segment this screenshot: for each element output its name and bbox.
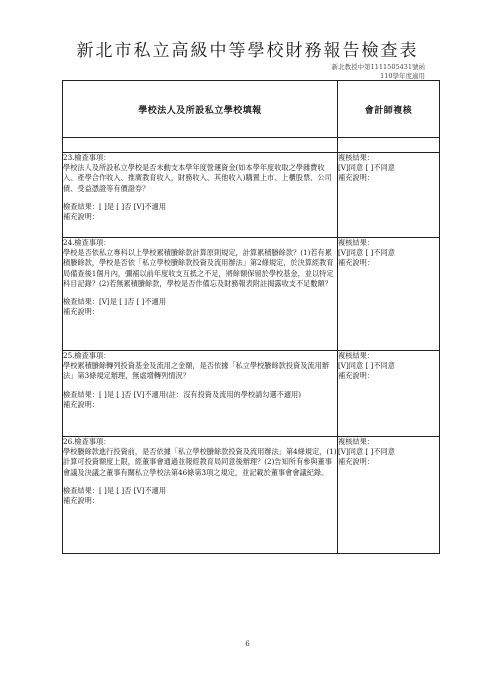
table-row [63,238,440,351]
table-row [63,153,440,238]
checklist-table [62,80,440,554]
audit-cell-24 [338,238,440,351]
item-result: 檢查結果：[ ]是 [ ]否 [V]不適用(註：沒有投資及流用的學校請勾選不適用) [63,389,302,399]
audit-note: 補充說明： [338,258,374,268]
audit-result-label: 複核結果： [338,437,374,446]
item-note: 補充說明： [63,307,99,317]
item-result: 檢查結果：[V]是 [ ]否 [ ]不適用 [63,297,167,307]
item-note: 補充說明： [63,399,99,409]
audit-cell-23 [338,153,440,238]
audit-note: 補充說明： [338,457,374,467]
year-note: 110學年度適用 [380,72,425,80]
audit-note: 補充說明： [338,173,374,183]
check-item-25 [63,351,338,437]
page-number: 6 [245,640,250,648]
item-note: 補充說明： [63,212,99,222]
item-question: 學校累積賸餘轉列投資基金及流用之金額，是否依據「私立學校賸餘款投資及流用辦法」第3條規定辦理，無虛增轉列情況？ [63,361,329,381]
page-title: 新北市私立高級中等學校財務報告檢查表 [76,41,419,61]
audit-choice: [V]同意 [ ]不同意 [338,361,395,371]
audit-choice: [V]同意 [ ]不同意 [338,163,395,173]
table-row [63,351,440,437]
item-heading: 26.檢查事項： [63,437,111,446]
item-result: 檢查結果：[ ]是 [ ]否 [V]不適用 [63,485,167,495]
spacer-row [63,138,440,153]
item-heading: 25.檢查事項： [63,351,111,360]
form-code: 新北教授中第1111505431號函 [331,63,425,71]
table-header-row [63,81,440,138]
audit-choice: [V]同意 [ ]不同意 [338,447,395,457]
item-heading: 24.檢查事項： [63,238,111,247]
item-question: 學校法人及所設私立學校是否未動支本學年度營運資金(如本學年度收取之學雜費收入、產學合作收入、推廣教育收入，財務收入、其他收入)購置上市、上櫃股票、公司債、受益憑證等有價證券？ [63,163,332,193]
audit-result-label: 複核結果： [338,351,374,360]
school-column-header: 學校法人及所設私立學校填報 [63,81,338,138]
item-question: 學校是否依私立專科以上學校累積賸餘款計算原則規定，計算累積賸餘款？(1)若有累積賸餘款，學校是否依「私立學校賸餘款投資及流用辦法」第2條規定，於決算經教育局備查後1個月內，彌補以前年度收支互抵之不足，將餘額保留於學校基金，並以特定科目記錄？(2)若無累積賸餘款，學校是否作備忘及財務報表附註揭露收支不足數額？ [63,248,334,288]
check-item-23 [63,153,338,238]
item-result: 檢查結果：[ ]是 [ ]否 [V]不適用 [63,201,167,211]
audit-cell-26 [338,437,440,554]
audit-cell-25 [338,351,440,437]
check-item-26 [63,437,338,554]
audit-result-label: 複核結果： [338,153,374,162]
audit-note: 補充說明： [338,371,374,381]
check-item-24 [63,238,338,351]
item-note: 補充說明： [63,496,99,506]
item-heading: 23.檢查事項： [63,153,111,162]
audit-choice: [V]同意 [ ]不同意 [338,248,395,258]
audit-result-label: 複核結果： [338,238,374,247]
table-row [63,437,440,554]
auditor-column-header: 會計師複核 [338,81,440,138]
item-question: 學校賸餘款進行投資前，是否依據「私立學校賸餘款投資及流用辦法」第4條規定，(1)計算可投資額度上限，經董事會通過並報經教育局同意後辦理？(2)告知所有參與董事會議及決議之董事有關私立學校法第46條第3項之規定，並記載於董事會會議紀錄。 [63,447,337,477]
